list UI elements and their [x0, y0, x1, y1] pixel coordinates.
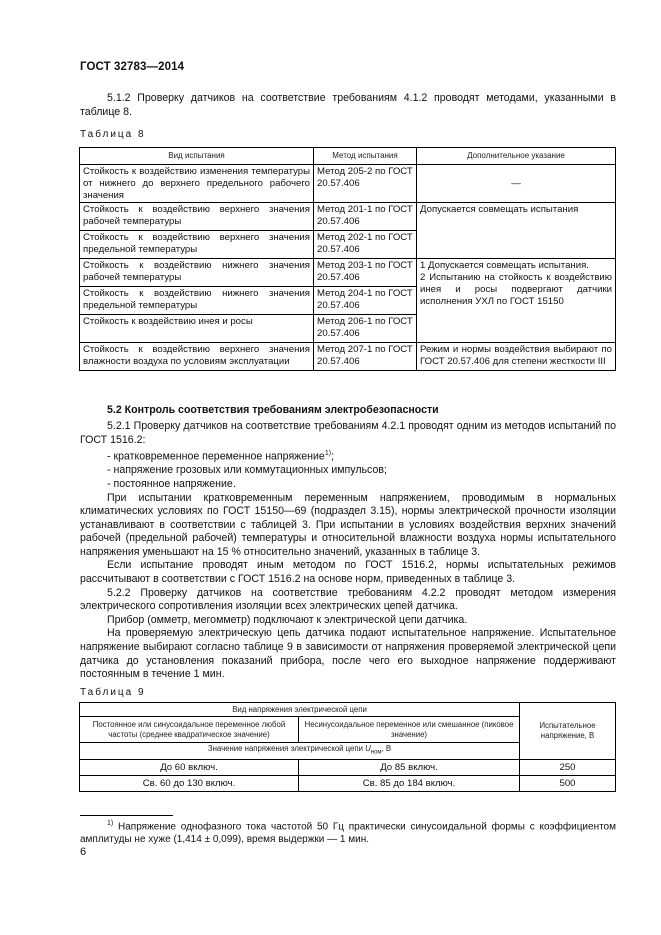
test-method-cell: Метод 201-1 по ГОСТ 20.57.406	[314, 203, 417, 231]
test-method-cell: Метод 204-1 по ГОСТ 20.57.406	[314, 287, 417, 315]
list-item-text: напряжение грозовых или коммутационных импульсов;	[113, 464, 387, 477]
footnote-separator	[80, 815, 173, 816]
list-item-text: постоянное напряжение.	[113, 477, 236, 490]
voltage-subscript: ном	[370, 749, 382, 756]
cell: 500	[520, 775, 616, 791]
list-marker: -	[107, 450, 111, 463]
paragraph-device: Прибор (омметр, мегомметр) подключают к электрической цепи датчика.	[107, 613, 468, 626]
table-header-row	[80, 148, 616, 165]
test-method-cell: Метод 202-1 по ГОСТ 20.57.406	[314, 231, 417, 259]
test-type-cell: Стойкость к воздействию верхнего значения предельной температуры	[80, 231, 314, 259]
note-cell: Допускается совмещать испытания	[417, 203, 616, 259]
voltage-symbol: U	[365, 744, 371, 753]
paragraph-5-2-1: 5.2.1 Проверку датчиков на соответствие требованиям 4.2.1 проводят одним из методов испытаний по ГОСТ 1516.2:	[80, 420, 616, 446]
column-header: Вид испытания	[80, 148, 314, 165]
test-type-cell: Стойкость к воздействию верхнего значения влажности воздуха по условиям эксплуатации	[80, 343, 314, 371]
list-item	[80, 478, 616, 492]
note-cell	[417, 259, 616, 343]
list-marker: -	[107, 464, 111, 477]
test-method-cell: Метод 205-2 по ГОСТ 20.57.406	[314, 165, 417, 203]
test-method-cell: Метод 206-1 по ГОСТ 20.57.406	[314, 315, 417, 343]
table-row	[80, 775, 616, 791]
footnote-mark: 1)	[107, 820, 114, 827]
test-method-cell: Метод 207-1 по ГОСТ 20.57.406	[314, 343, 417, 371]
cell: Св. 60 до 130 включ.	[80, 775, 299, 791]
paragraph-short-term: При испытании кратковременным переменным напряжением, проводимым в нормальных климатических условиях по ГОСТ 15150—69 (подраздел 3.15), нормы электрической прочности изоляции устанавливают в соответствии с таблицей 3. При испытании в условиях воздействия верхних значений рабочей (предельной рабочей) температуры и относительной влажности воздуха нормы испытательного напряжения уменьшают на 15 % относительно значений, указанных в таблице 3.	[80, 491, 616, 558]
list-item	[80, 447, 616, 464]
table-row	[80, 165, 616, 203]
value-header-text: Значение напряжения электрической цепи	[207, 744, 366, 753]
column-group-header: Вид напряжения электрической цепи	[80, 703, 520, 717]
table-row	[80, 259, 616, 287]
table-8-caption: Таблица 8	[80, 129, 146, 140]
table-8	[79, 147, 616, 371]
column-header: Постоянное или синусоидальное переменное любой частоты (среднее квадратическое значение)	[80, 717, 299, 743]
test-method-cell: Метод 203-1 по ГОСТ 20.57.406	[314, 259, 417, 287]
table-row	[80, 203, 616, 231]
list-item-text: кратковременное переменное напряжение	[113, 450, 325, 463]
section-5-2-title: 5.2 Контроль соответствия требованиям электробезопасности	[107, 404, 439, 416]
section-5-2-body	[80, 420, 616, 682]
column-header: Несинусоидальное переменное или смешанное (пиковое значение)	[299, 717, 520, 743]
list-marker: -	[107, 477, 111, 490]
table-row	[80, 759, 616, 775]
footnote-text: Напряжение однофазного тока частотой 50 Гц практически синусоидальной формы с коэффициентом амплитуды не хуже (1,414 ± 0,099), время выдержки — 1 мин.	[80, 821, 616, 846]
table-row	[80, 343, 616, 371]
table-9-caption: Таблица 9	[80, 687, 146, 698]
test-type-cell: Стойкость к воздействию изменения температуры от нижнего до верхнего предельного рабочего значения	[80, 165, 314, 203]
column-header: Испытательное напряжение, В	[520, 703, 616, 760]
test-type-cell: Стойкость к воздействию инея и росы	[80, 315, 314, 343]
paragraph-5-2-2: 5.2.2 Проверку датчиков на соответствие требованиям 4.2.2 проводят методом измерения электрического сопротивления изоляции всех электрических цепей датчика.	[80, 586, 616, 613]
cell: Св. 85 до 184 включ.	[299, 775, 520, 791]
page-number: 6	[80, 846, 87, 858]
paragraph-5-1-2: 5.1.2 Проверку датчиков на соответствие требованиям 4.1.2 проводят методами, указанными в таблице 8.	[80, 92, 616, 118]
cell: До 60 включ.	[80, 759, 299, 775]
note-line: 1 Допускается совмещать испытания.	[420, 260, 589, 272]
cell: 250	[520, 759, 616, 775]
footnote	[80, 817, 616, 846]
value-header	[80, 743, 520, 760]
column-header: Метод испытания	[314, 148, 417, 165]
document-header: ГОСТ 32783—2014	[80, 61, 185, 73]
test-type-cell: Стойкость к воздействию нижнего значения рабочей температуры	[80, 259, 314, 287]
list-item	[80, 464, 616, 478]
column-header: Дополнительное указание	[417, 148, 616, 165]
paragraph-other-method: Если испытание проводят иным методом по ГОСТ 1516.2, нормы испытательных режимов рассчитывают в соответствии с ГОСТ 1516.2 на основе норм, приведенных в таблице 3.	[80, 559, 616, 586]
cell: До 85 включ.	[299, 759, 520, 775]
test-type-cell: Стойкость к воздействию нижнего значения предельной температуры	[80, 287, 314, 315]
note-line: 2 Испытанию на стойкость к воздействию инея и росы подвергают датчики исполнения УХЛ по ГОСТ 15150	[420, 272, 612, 307]
table-header-row	[80, 703, 616, 717]
list-item-end: ;	[331, 450, 335, 463]
paragraph-apply-voltage: На проверяемую электрическую цепь датчика подают испытательное напряжение. Испытательное напряжение выбирают согласно таблице 9 в зависимости от напряжения проверяемой электрической цепи датчика до установления показаний прибора, после чего его выходное напряжение поддерживают постоянным в течение 1 мин.	[80, 627, 616, 681]
note-cell: Режим и нормы воздействия выбирают по ГОСТ 20.57.406 для степени жесткости III	[417, 343, 616, 371]
note-cell: —	[417, 165, 616, 203]
footnote-ref: 1)	[324, 450, 332, 458]
table-9	[79, 702, 616, 792]
value-header-unit: , В	[381, 744, 392, 753]
test-type-cell: Стойкость к воздействию верхнего значения рабочей температуры	[80, 203, 314, 231]
